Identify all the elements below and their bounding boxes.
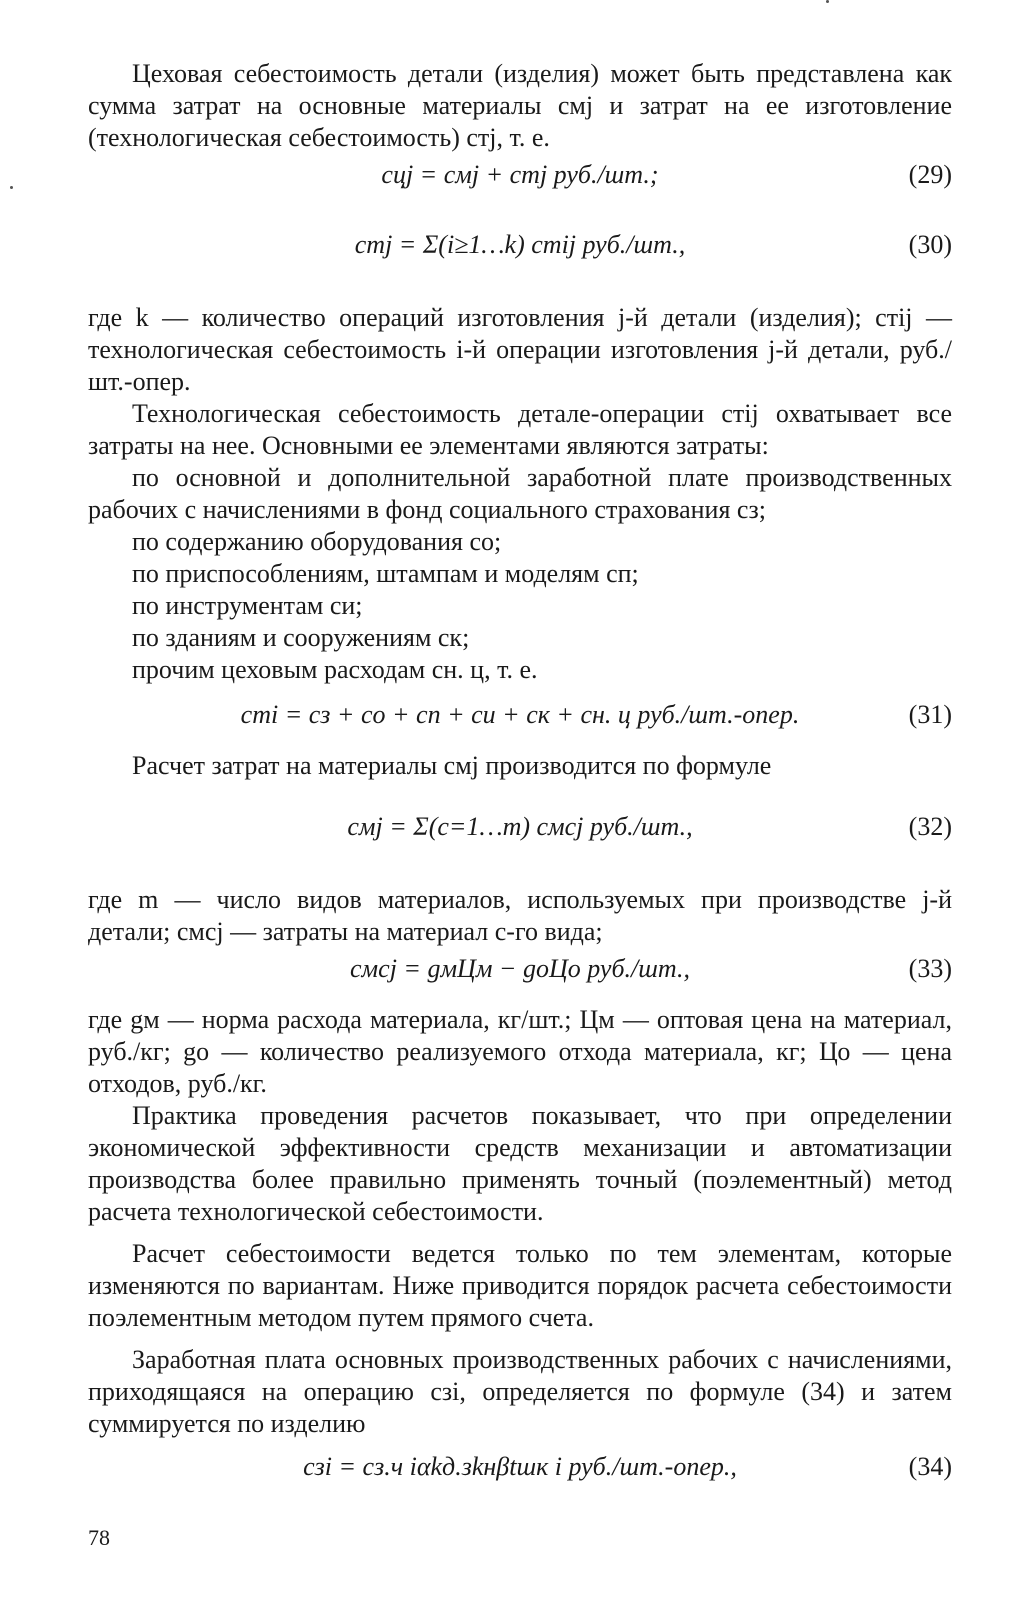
scan-speck — [10, 186, 13, 189]
equation-34-number: (34) — [908, 1452, 952, 1481]
cost-item: по основной и дополнительной заработной плате производственных рабочих с начислениями в фонд социального страхования cз; — [88, 463, 952, 524]
equation-29 — [88, 154, 952, 200]
cost-item: по зданиям и сооружениям cк; — [132, 623, 470, 652]
scan-speck — [826, 0, 829, 3]
cost-items-list — [88, 462, 952, 686]
equation-30-number: (30) — [908, 230, 952, 259]
equation-32 — [88, 782, 952, 874]
cost-item: по приспособлениям, штампам и моделям cп; — [132, 559, 639, 588]
paragraph-elements: Расчет себестоимости ведется только по тем элементам, которые изменяются по вариантам. Ниже приводится порядок расчета себестоимости поэлементным методом путем прямого счета. — [88, 1239, 952, 1332]
equation-32-number: (32) — [908, 812, 952, 841]
equation-31-number: (31) — [908, 700, 952, 729]
equation-30-formula: cтj = Σ(i≥1…k) cтij руб./шт., — [354, 230, 686, 259]
cost-item: по инструментам cи; — [132, 591, 363, 620]
document-page — [88, 58, 952, 1492]
paragraph-practice: Практика проведения расчетов показывает, что при определении экономической эффективности средств механизации и автоматизации производства более правильно применять точный (поэлементный) метод расчета технологической себестоимости. — [88, 1101, 952, 1226]
paragraph-where-k: где k — количество операций изготовления j-й детали (изделия); cтij — технологическая себестоимость i-й операции изготовления j-й детали, руб./шт.-опер. — [88, 303, 952, 396]
paragraph-tech-cost: Технологическая себестоимость детале-операции cтij охватывает все затраты на нее. Основными ее элементами являются затраты: — [88, 399, 952, 460]
equation-29-number: (29) — [908, 160, 952, 189]
equation-32-formula: cмj = Σ(c=1…m) cмcj руб./шт., — [347, 812, 693, 841]
paragraph-where-g: где gм — норма расхода материала, кг/шт.; Цм — оптовая цена на материал, руб./кг; gо — количество реализуемого отхода материала, кг; Цо — цена отходов, руб./кг. — [88, 1005, 952, 1098]
page-number: 78 — [88, 1525, 110, 1550]
paragraph-materials: Расчет затрат на материалы cмj производится по формуле — [132, 751, 772, 780]
cost-item: по содержанию оборудования cо; — [132, 527, 502, 556]
equation-33-number: (33) — [908, 954, 952, 983]
equation-33-formula: cмcj = gмЦм − gоЦо руб./шт., — [350, 954, 690, 983]
equation-30 — [88, 200, 952, 292]
equation-31 — [88, 694, 952, 740]
equation-33 — [88, 948, 952, 994]
equation-31-formula: cтi = cз + cо + cп + cи + cк + cн. ц руб./шт.-опер. — [240, 700, 800, 729]
paragraph-shop-cost: Цеховая себестоимость детали (изделия) может быть представлена как сумма затрат на основные материалы cмj и затрат на ее изготовление (технологическая себестоимость) cтj, т. е. — [88, 59, 952, 152]
paragraph-where-m: где m — число видов материалов, используемых при производстве j-й детали; cмcj — затраты на материал c-го вида; — [88, 885, 952, 946]
equation-34-formula: cзi = cз.ч iαkд.зkнβtшк i руб./шт.-опер., — [303, 1452, 737, 1481]
equation-29-formula: cцj = cмj + cтj руб./шт.; — [381, 160, 659, 189]
cost-item: прочим цеховым расходам cн. ц, т. е. — [132, 655, 538, 684]
paragraph-wages: Заработная плата основных производственных рабочих с начислениями, приходящаяся на операцию cзi, определяется по формуле (34) и затем суммируется по изделию — [88, 1345, 952, 1438]
equation-34 — [88, 1446, 952, 1492]
